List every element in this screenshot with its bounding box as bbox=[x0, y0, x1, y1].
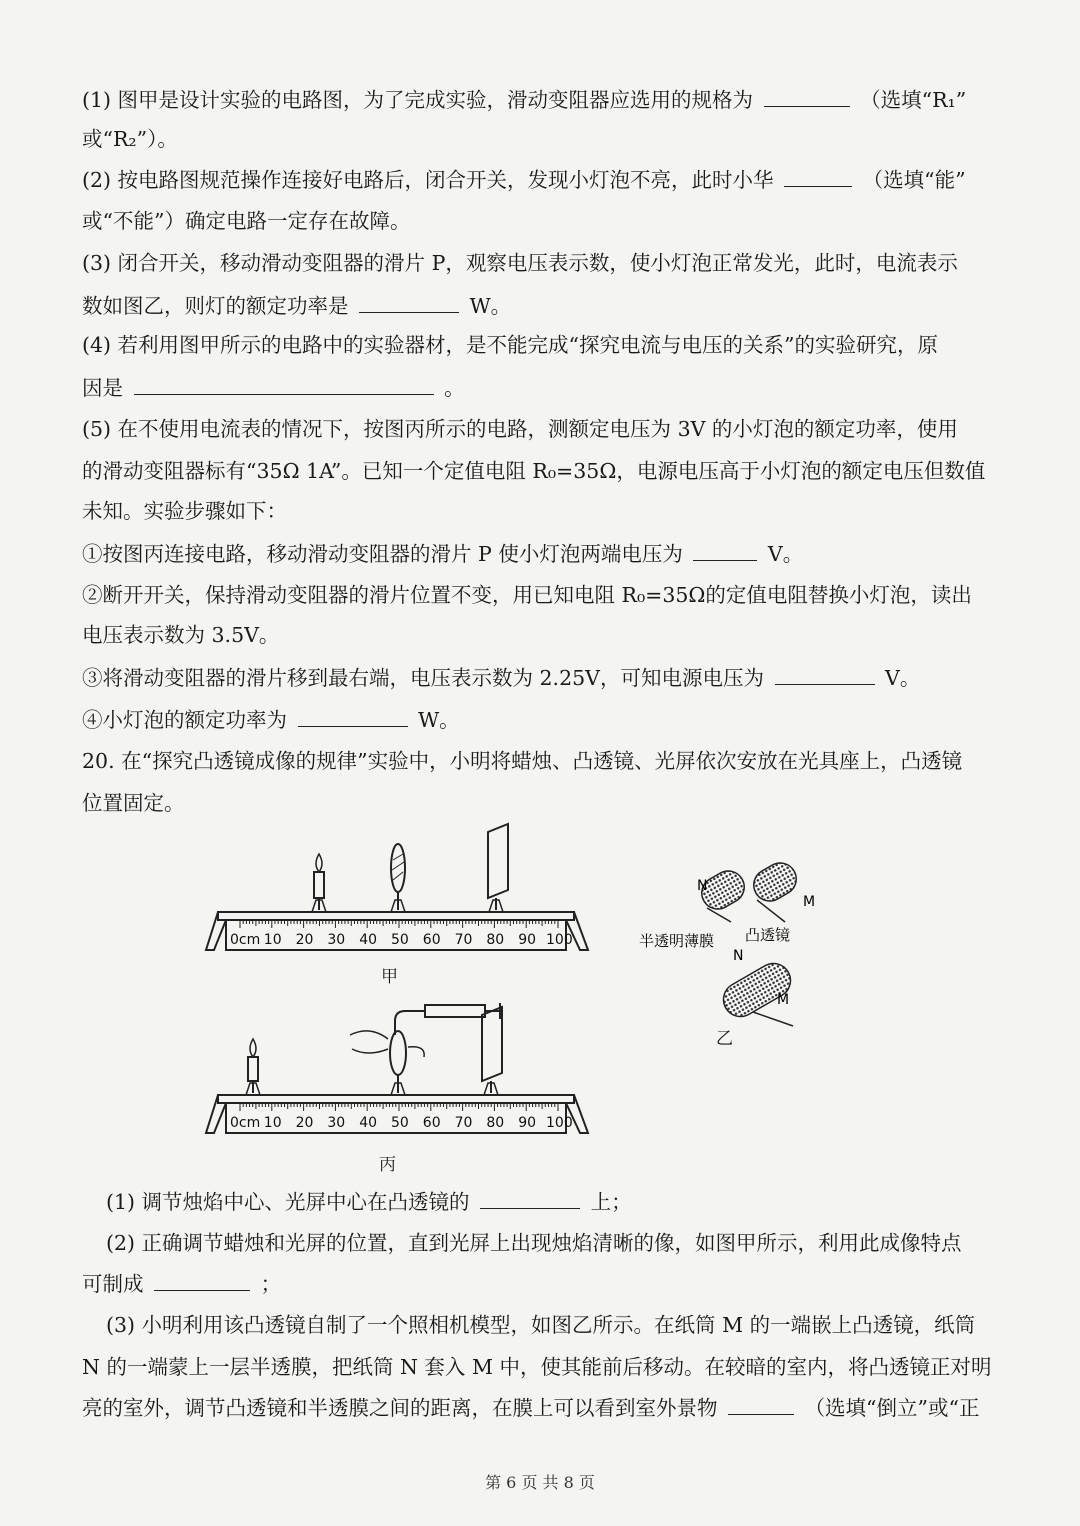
figure-bing-label: 丙 bbox=[379, 1155, 396, 1175]
scale-label: 100 bbox=[546, 932, 573, 948]
text: (2) 正确调节蜡烛和光屏的位置，直到光屏上出现烛焰清晰的像，如图甲所示，利用此成像特点 bbox=[106, 1231, 962, 1255]
label-m: M bbox=[803, 894, 816, 910]
q20-1-line bbox=[106, 1186, 1010, 1217]
step1-line bbox=[82, 538, 1010, 569]
scale-label: 90 bbox=[518, 1115, 537, 1131]
tube-m-shape bbox=[748, 857, 802, 907]
scale-label: 30 bbox=[327, 1115, 346, 1131]
text: 亮的室外，调节凸透镜和半透膜之间的距离，在膜上可以看到室外景物 bbox=[82, 1396, 718, 1420]
q20-3-line2 bbox=[82, 1352, 1010, 1382]
label-lens: 凸透镜 bbox=[745, 926, 791, 944]
q20-line2 bbox=[82, 788, 1010, 818]
text: ④小灯泡的额定功率为 bbox=[82, 708, 287, 732]
text: 因是 bbox=[82, 376, 123, 400]
text: 未知。实验步骤如下： bbox=[82, 499, 287, 523]
answer-blank[interactable] bbox=[728, 1392, 794, 1415]
scale-label: 0cm bbox=[230, 1115, 261, 1131]
scale-label: 20 bbox=[295, 1115, 314, 1131]
text: (2) 按电路图规范操作连接好电路后，闭合开关，发现小灯泡不亮，此时小华 bbox=[82, 168, 774, 192]
water-lens-shape bbox=[390, 1031, 406, 1075]
scale-label: 60 bbox=[422, 1115, 441, 1131]
answer-blank[interactable] bbox=[693, 538, 757, 561]
text: (1) 图甲是设计实验的电路图，为了完成实验，滑动变阻器应选用的规格为 bbox=[82, 88, 754, 112]
rail bbox=[218, 1095, 574, 1103]
q19-2-line2 bbox=[82, 206, 1010, 236]
text: (1) 调节烛焰中心、光屏中心在凸透镜的 bbox=[106, 1190, 470, 1214]
figure-bing-optical-bench bbox=[200, 995, 600, 1145]
scale-label: 80 bbox=[486, 1115, 505, 1131]
text: ； bbox=[260, 1272, 282, 1296]
rail bbox=[218, 912, 574, 920]
text: (3) 小明利用该凸透镜自制了一个照相机模型，如图乙所示。在纸筒 M 的一端嵌上凸透镜，纸筒 bbox=[106, 1313, 976, 1337]
text: ③将滑动变阻器的滑片移到最右端，电压表示数为 2.25V，可知电源电压为 bbox=[82, 666, 764, 690]
q20-line1 bbox=[82, 746, 1010, 776]
answer-blank[interactable] bbox=[154, 1268, 250, 1291]
q19-3-line2 bbox=[82, 290, 1010, 321]
q19-5-line2 bbox=[82, 456, 1010, 486]
scale-label: 40 bbox=[359, 932, 378, 948]
scale-label: 100 bbox=[546, 1115, 573, 1131]
q19-1-line2 bbox=[82, 124, 1010, 154]
text: (5) 在不使用电流表的情况下，按图丙所示的电路，测额定电压为 3V 的小灯泡的额定功率，使用 bbox=[82, 417, 958, 441]
q20-2-line2 bbox=[82, 1268, 1010, 1299]
text: V。 bbox=[767, 542, 804, 566]
q20-3-line3 bbox=[82, 1392, 1010, 1423]
text: （选填“R₁” bbox=[860, 88, 967, 112]
answer-blank[interactable] bbox=[784, 164, 852, 187]
text: ②断开开关，保持滑动变阻器的滑片位置不变，用已知电阻 R₀=35Ω的定值电阻替换小灯泡，读出 bbox=[82, 583, 972, 607]
text: W。 bbox=[418, 708, 460, 732]
text: ①按图丙连接电路，移动滑动变阻器的滑片 P 使小灯泡两端电压为 bbox=[82, 542, 683, 566]
scale-label: 80 bbox=[486, 932, 505, 948]
text: 数如图乙，则灯的额定功率是 bbox=[82, 294, 349, 318]
q19-4-line1 bbox=[82, 330, 1010, 360]
scale-label: 70 bbox=[454, 932, 473, 948]
text: （选填“能” bbox=[862, 168, 966, 192]
q19-2-line1 bbox=[82, 164, 1010, 195]
answer-blank[interactable] bbox=[359, 290, 459, 313]
candle-shape bbox=[314, 872, 324, 898]
answer-blank[interactable] bbox=[298, 704, 408, 727]
scale-label: 90 bbox=[518, 932, 537, 948]
step3-line bbox=[82, 662, 1010, 693]
scale-label: 50 bbox=[391, 1115, 409, 1131]
label-n2: N bbox=[733, 948, 744, 964]
scale-label: 60 bbox=[422, 932, 441, 948]
page-footer: 第 6 页 共 8 页 bbox=[485, 1473, 595, 1492]
text: 。 bbox=[444, 376, 465, 400]
text: 上； bbox=[590, 1190, 632, 1214]
figure-yi-label: 乙 bbox=[716, 1029, 733, 1049]
figure-jia-optical-bench bbox=[200, 820, 600, 960]
scale-label: 40 bbox=[359, 1115, 378, 1131]
q19-1-line1 bbox=[82, 84, 1010, 115]
text: 的滑动变阻器标有“35Ω 1A”。已知一个定值电阻 R₀=35Ω，电源电压高于小灯泡的额定电压但数值 bbox=[82, 459, 986, 483]
label-m2: M bbox=[777, 992, 790, 1008]
scale-label: 30 bbox=[327, 932, 346, 948]
answer-blank[interactable] bbox=[764, 84, 850, 107]
text: 可制成 bbox=[82, 1272, 144, 1296]
q20-2-line1 bbox=[106, 1228, 1010, 1258]
answer-blank[interactable] bbox=[775, 662, 875, 685]
candle-shape bbox=[248, 1057, 258, 1081]
q19-5-line3 bbox=[82, 496, 1010, 526]
lens-shape bbox=[391, 844, 405, 892]
text: (3) 闭合开关，移动滑动变阻器的滑片 P，观察电压表示数，使小灯泡正常发光，此时，电流表示 bbox=[82, 251, 958, 275]
scale-label: 10 bbox=[263, 1115, 282, 1131]
text: V。 bbox=[885, 666, 921, 690]
scale-label: 0cm bbox=[230, 932, 261, 948]
text: 电压表示数为 3.5V。 bbox=[82, 623, 280, 647]
text: 20. 在“探究凸透镜成像的规律”实验中，小明将蜡烛、凸透镜、光屏依次安放在光具座上，凸透镜 bbox=[82, 749, 963, 773]
step2-line1 bbox=[82, 580, 1010, 610]
q20-3-line1 bbox=[106, 1310, 1010, 1340]
text: 或“不能”）确定电路一定存在故障。 bbox=[82, 209, 411, 233]
answer-blank[interactable] bbox=[134, 372, 434, 395]
text: W。 bbox=[469, 294, 512, 318]
text: 或“R₂”）。 bbox=[82, 127, 178, 151]
scale-label: 50 bbox=[391, 932, 409, 948]
q19-3-line1 bbox=[82, 248, 1010, 278]
scale-label: 10 bbox=[263, 932, 282, 948]
text: （选填“倒立”或“正 bbox=[804, 1396, 980, 1420]
syringe-shape bbox=[425, 1005, 485, 1017]
label-film: 半透明薄膜 bbox=[639, 932, 715, 950]
figure-yi-camera-model bbox=[635, 850, 835, 1050]
text: 位置固定。 bbox=[82, 791, 185, 815]
label-n: N bbox=[697, 878, 708, 894]
figure-jia-label: 甲 bbox=[381, 967, 398, 987]
screen-shape bbox=[488, 824, 508, 898]
q19-5-line1 bbox=[82, 414, 1010, 444]
scale-label: 70 bbox=[454, 1115, 473, 1131]
q19-4-line2 bbox=[82, 372, 1010, 403]
answer-blank[interactable] bbox=[480, 1186, 580, 1209]
step2-line2 bbox=[82, 620, 1010, 650]
text: N 的一端蒙上一层半透膜，把纸筒 N 套入 M 中，使其能前后移动。在较暗的室内，将凸透镜正对明 bbox=[82, 1355, 992, 1379]
text: (4) 若利用图甲所示的电路中的实验器材，是不能完成“探究电流与电压的关系”的实验研究，原 bbox=[82, 333, 939, 357]
step4-line bbox=[82, 704, 1010, 735]
scale-label: 20 bbox=[295, 932, 314, 948]
